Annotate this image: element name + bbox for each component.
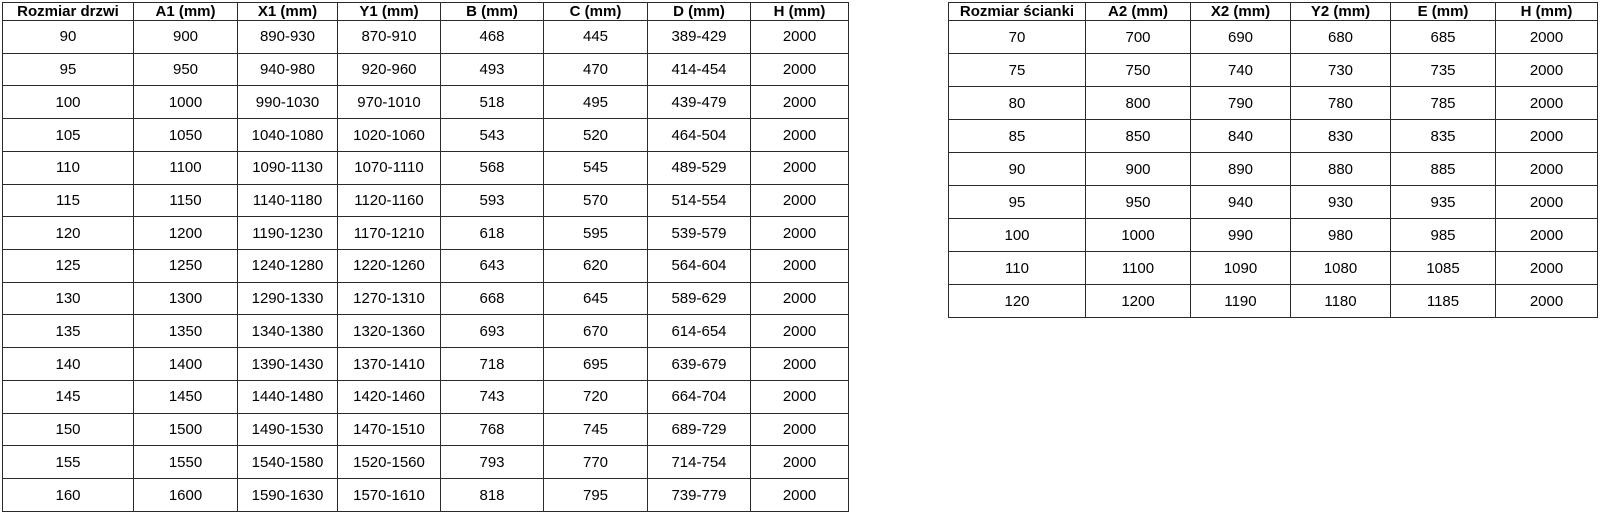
table-row	[3, 53, 849, 86]
column-header: Y2 (mm)	[1291, 3, 1391, 21]
table-cell: 970-1010	[338, 86, 441, 119]
table-cell: 795	[544, 479, 648, 512]
table-cell: 720	[544, 380, 648, 413]
table-cell: 1100	[134, 151, 238, 184]
table-row	[3, 413, 849, 446]
table-row	[949, 21, 1598, 54]
table-row	[3, 446, 849, 479]
table-cell: 1370-1410	[338, 348, 441, 381]
table-cell: 2000	[751, 217, 849, 250]
table-cell: 830	[1291, 120, 1391, 153]
table-cell: 2000	[751, 315, 849, 348]
table-cell: 439-479	[648, 86, 751, 119]
table-cell: 620	[544, 250, 648, 283]
table-cell: 885	[1391, 153, 1496, 186]
table-cell: 1420-1460	[338, 380, 441, 413]
table-row	[3, 282, 849, 315]
table-cell: 1090-1130	[238, 151, 338, 184]
table-cell: 1190-1230	[238, 217, 338, 250]
table-cell: 940	[1191, 186, 1291, 219]
table-cell: 743	[441, 380, 544, 413]
table-row	[3, 250, 849, 283]
table-cell: 1570-1610	[338, 479, 441, 512]
table-cell: 2000	[1496, 285, 1598, 318]
table-row	[3, 21, 849, 54]
table-cell: 495	[544, 86, 648, 119]
table-cell: 1300	[134, 282, 238, 315]
table-cell: 1200	[1086, 285, 1191, 318]
table-cell: 614-654	[648, 315, 751, 348]
table-cell: 950	[1086, 186, 1191, 219]
table-row	[3, 348, 849, 381]
column-header: H (mm)	[751, 3, 849, 21]
column-header: H (mm)	[1496, 3, 1598, 21]
table-row	[3, 151, 849, 184]
table-cell: 2000	[751, 380, 849, 413]
table-cell: 745	[544, 413, 648, 446]
table-cell: 520	[544, 119, 648, 152]
table-cell: 595	[544, 217, 648, 250]
table-cell: 1085	[1391, 252, 1496, 285]
table-cell: 1050	[134, 119, 238, 152]
column-header: Rozmiar ścianki	[949, 3, 1086, 21]
table-cell: 1185	[1391, 285, 1496, 318]
table-cell: 690	[1191, 21, 1291, 54]
column-header: D (mm)	[648, 3, 751, 21]
table-cell: 2000	[751, 86, 849, 119]
table-cell: 785	[1391, 87, 1496, 120]
table-cell: 935	[1391, 186, 1496, 219]
table-cell: 1500	[134, 413, 238, 446]
table-cell: 564-604	[648, 250, 751, 283]
table-cell: 793	[441, 446, 544, 479]
table-cell: 985	[1391, 219, 1496, 252]
table-cell: 100	[3, 86, 134, 119]
table-row	[949, 54, 1598, 87]
table-cell: 835	[1391, 120, 1496, 153]
table-cell: 1470-1510	[338, 413, 441, 446]
table-cell: 2000	[751, 250, 849, 283]
table-cell: 120	[3, 217, 134, 250]
table-cell: 589-629	[648, 282, 751, 315]
table-cell: 1540-1580	[238, 446, 338, 479]
table-cell: 1000	[1086, 219, 1191, 252]
table-cell: 1040-1080	[238, 119, 338, 152]
table-cell: 489-529	[648, 151, 751, 184]
table-cell: 689-729	[648, 413, 751, 446]
table-cell: 2000	[751, 184, 849, 217]
table-cell: 105	[3, 119, 134, 152]
table-cell: 780	[1291, 87, 1391, 120]
table-cell: 990-1030	[238, 86, 338, 119]
table-cell: 514-554	[648, 184, 751, 217]
table-cell: 120	[949, 285, 1086, 318]
table-cell: 920-960	[338, 53, 441, 86]
table-row	[3, 315, 849, 348]
table-cell: 414-454	[648, 53, 751, 86]
table-cell: 75	[949, 54, 1086, 87]
table-cell: 2000	[1496, 120, 1598, 153]
table-cell: 568	[441, 151, 544, 184]
table-cell: 900	[1086, 153, 1191, 186]
table-cell: 1440-1480	[238, 380, 338, 413]
table-cell: 770	[544, 446, 648, 479]
table-cell: 818	[441, 479, 544, 512]
table-row	[949, 252, 1598, 285]
table-cell: 468	[441, 21, 544, 54]
table-cell: 2000	[751, 21, 849, 54]
table-row	[949, 153, 1598, 186]
table-cell: 2000	[751, 413, 849, 446]
table-cell: 1090	[1191, 252, 1291, 285]
table-cell: 800	[1086, 87, 1191, 120]
table-row	[3, 380, 849, 413]
table-cell: 593	[441, 184, 544, 217]
table-cell: 718	[441, 348, 544, 381]
column-header: B (mm)	[441, 3, 544, 21]
table-cell: 1550	[134, 446, 238, 479]
table-cell: 668	[441, 282, 544, 315]
table-cell: 714-754	[648, 446, 751, 479]
table-cell: 545	[544, 151, 648, 184]
table-row	[3, 184, 849, 217]
table-cell: 470	[544, 53, 648, 86]
table-row	[949, 186, 1598, 219]
table-cell: 1220-1260	[338, 250, 441, 283]
table-cell: 1240-1280	[238, 250, 338, 283]
table-cell: 100	[949, 219, 1086, 252]
table-cell: 980	[1291, 219, 1391, 252]
table-cell: 80	[949, 87, 1086, 120]
table-cell: 840	[1191, 120, 1291, 153]
table-cell: 1400	[134, 348, 238, 381]
table-cell: 1190	[1191, 285, 1291, 318]
column-header: X2 (mm)	[1191, 3, 1291, 21]
table-cell: 464-504	[648, 119, 751, 152]
table-cell: 950	[134, 53, 238, 86]
door-size-table	[2, 2, 849, 512]
table-cell: 685	[1391, 21, 1496, 54]
table-cell: 140	[3, 348, 134, 381]
table-cell: 735	[1391, 54, 1496, 87]
table-cell: 643	[441, 250, 544, 283]
table-cell: 695	[544, 348, 648, 381]
table-cell: 1390-1430	[238, 348, 338, 381]
table-cell: 2000	[751, 53, 849, 86]
table-row	[3, 119, 849, 152]
table-cell: 1270-1310	[338, 282, 441, 315]
table-cell: 70	[949, 21, 1086, 54]
table-cell: 543	[441, 119, 544, 152]
table-cell: 1170-1210	[338, 217, 441, 250]
table-cell: 2000	[751, 446, 849, 479]
table-cell: 850	[1086, 120, 1191, 153]
table-cell: 1140-1180	[238, 184, 338, 217]
wall-table-header-row	[949, 3, 1598, 21]
table-cell: 1340-1380	[238, 315, 338, 348]
door-table-body	[3, 21, 849, 512]
table-cell: 1080	[1291, 252, 1391, 285]
table-cell: 2000	[1496, 87, 1598, 120]
table-cell: 1180	[1291, 285, 1391, 318]
table-cell: 890	[1191, 153, 1291, 186]
table-cell: 1100	[1086, 252, 1191, 285]
table-row	[949, 87, 1598, 120]
table-cell: 125	[3, 250, 134, 283]
column-header: Rozmiar drzwi	[3, 3, 134, 21]
table-cell: 1600	[134, 479, 238, 512]
table-cell: 1290-1330	[238, 282, 338, 315]
table-cell: 1120-1160	[338, 184, 441, 217]
table-row	[949, 285, 1598, 318]
table-cell: 639-679	[648, 348, 751, 381]
table-cell: 1250	[134, 250, 238, 283]
table-cell: 2000	[1496, 21, 1598, 54]
table-cell: 110	[3, 151, 134, 184]
table-cell: 130	[3, 282, 134, 315]
table-cell: 664-704	[648, 380, 751, 413]
table-cell: 768	[441, 413, 544, 446]
table-cell: 570	[544, 184, 648, 217]
table-cell: 110	[949, 252, 1086, 285]
door-table-header-row	[3, 3, 849, 21]
table-cell: 2000	[751, 282, 849, 315]
column-header: Y1 (mm)	[338, 3, 441, 21]
table-cell: 539-579	[648, 217, 751, 250]
table-cell: 1590-1630	[238, 479, 338, 512]
table-row	[3, 86, 849, 119]
table-cell: 1200	[134, 217, 238, 250]
column-header: A1 (mm)	[134, 3, 238, 21]
table-cell: 870-910	[338, 21, 441, 54]
table-cell: 790	[1191, 87, 1291, 120]
column-header: E (mm)	[1391, 3, 1496, 21]
table-cell: 680	[1291, 21, 1391, 54]
table-cell: 160	[3, 479, 134, 512]
wall-panel-size-table	[948, 2, 1598, 318]
table-cell: 2000	[751, 119, 849, 152]
table-cell: 2000	[1496, 219, 1598, 252]
table-cell: 1350	[134, 315, 238, 348]
table-cell: 740	[1191, 54, 1291, 87]
table-cell: 1020-1060	[338, 119, 441, 152]
table-row	[3, 217, 849, 250]
column-header: A2 (mm)	[1086, 3, 1191, 21]
table-cell: 445	[544, 21, 648, 54]
table-cell: 85	[949, 120, 1086, 153]
table-cell: 155	[3, 446, 134, 479]
table-cell: 2000	[1496, 54, 1598, 87]
table-cell: 670	[544, 315, 648, 348]
table-cell: 150	[3, 413, 134, 446]
table-cell: 95	[3, 53, 134, 86]
wall-table-body	[949, 21, 1598, 318]
table-cell: 1520-1560	[338, 446, 441, 479]
table-cell: 90	[3, 21, 134, 54]
table-cell: 940-980	[238, 53, 338, 86]
table-cell: 880	[1291, 153, 1391, 186]
table-cell: 930	[1291, 186, 1391, 219]
table-cell: 2000	[751, 479, 849, 512]
table-cell: 518	[441, 86, 544, 119]
table-cell: 2000	[751, 151, 849, 184]
table-cell: 750	[1086, 54, 1191, 87]
table-cell: 115	[3, 184, 134, 217]
table-cell: 900	[134, 21, 238, 54]
table-row	[949, 219, 1598, 252]
table-cell: 700	[1086, 21, 1191, 54]
table-cell: 1320-1360	[338, 315, 441, 348]
table-cell: 389-429	[648, 21, 751, 54]
table-cell: 990	[1191, 219, 1291, 252]
table-cell: 1000	[134, 86, 238, 119]
table-cell: 2000	[1496, 153, 1598, 186]
column-header: X1 (mm)	[238, 3, 338, 21]
table-row	[949, 120, 1598, 153]
table-cell: 2000	[751, 348, 849, 381]
table-cell: 1490-1530	[238, 413, 338, 446]
table-cell: 739-779	[648, 479, 751, 512]
table-cell: 618	[441, 217, 544, 250]
table-cell: 95	[949, 186, 1086, 219]
table-cell: 730	[1291, 54, 1391, 87]
table-cell: 145	[3, 380, 134, 413]
table-cell: 693	[441, 315, 544, 348]
table-cell: 1070-1110	[338, 151, 441, 184]
table-cell: 2000	[1496, 252, 1598, 285]
table-row	[3, 479, 849, 512]
table-cell: 2000	[1496, 186, 1598, 219]
table-cell: 90	[949, 153, 1086, 186]
table-cell: 1450	[134, 380, 238, 413]
table-cell: 135	[3, 315, 134, 348]
table-cell: 493	[441, 53, 544, 86]
table-cell: 645	[544, 282, 648, 315]
column-header: C (mm)	[544, 3, 648, 21]
table-cell: 1150	[134, 184, 238, 217]
table-cell: 890-930	[238, 21, 338, 54]
